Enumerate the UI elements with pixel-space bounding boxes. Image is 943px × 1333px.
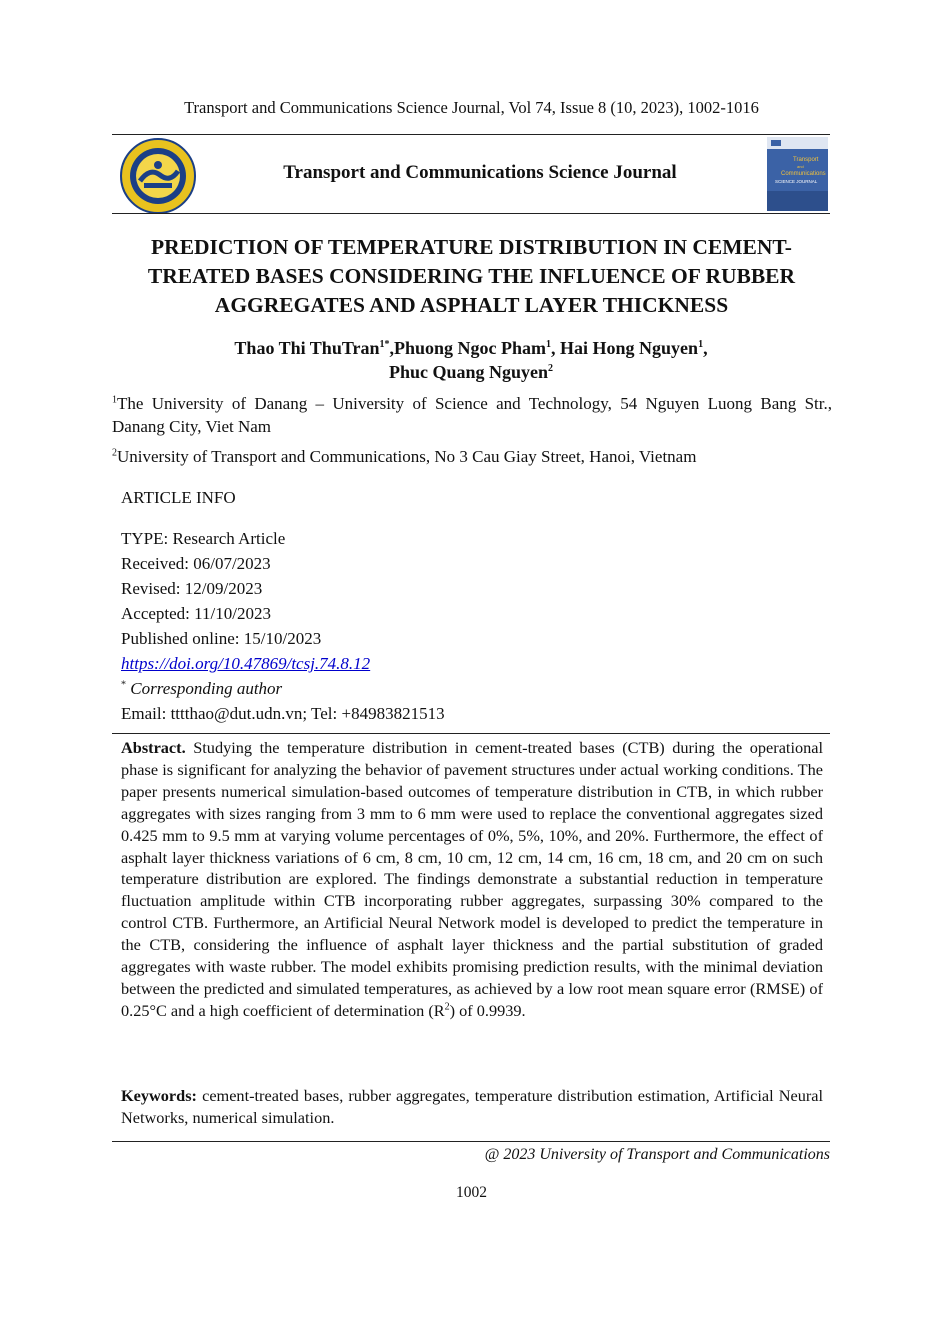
- journal-name: Transport and Communications Science Journal: [283, 162, 677, 183]
- doi-link[interactable]: https://doi.org/10.47869/tcsj.74.8.12: [121, 654, 371, 673]
- authors-line-1: [112, 336, 830, 360]
- copyright: @ 2023 University of Transport and Communications: [484, 1146, 830, 1163]
- corresponding-author: [121, 676, 826, 701]
- abstract-text-end: ) of 0.9939.: [449, 1000, 526, 1020]
- keywords-label: Keywords:: [121, 1086, 197, 1105]
- author-name: Thao Thi ThuTran: [234, 338, 380, 358]
- affiliation-text: The University of Danang – University of Science and Technology, 54 Nguyen Luong Bang Str., Danang City, Viet Nam: [112, 394, 832, 436]
- affiliation-mark: 1: [112, 394, 117, 406]
- author-affiliation-mark: 1*: [379, 339, 390, 350]
- article-info: [121, 485, 826, 726]
- article-title: PREDICTION OF TEMPERATURE DISTRIBUTION IN CEMENT-TREATED BASES CONSIDERING THE INFLUENCE OF RUBBER AGGREGATES AND ASPHALT LAYER THICKNESS: [147, 235, 796, 317]
- cover-word-1: Transport: [793, 157, 819, 163]
- author-affiliation-mark: 2: [548, 363, 554, 374]
- cover-word-2: and: [797, 164, 804, 169]
- header-rule: [112, 134, 830, 135]
- running-head: Transport and Communications Science Journal, Vol 74, Issue 8 (10, 2023), 1002-1016: [184, 98, 759, 117]
- keywords: [121, 1085, 823, 1129]
- affiliation-2: [112, 445, 832, 468]
- abstract-label: Abstract.: [121, 738, 186, 757]
- header-rule-bottom: [112, 213, 830, 214]
- corresponding-mark: *: [121, 679, 126, 691]
- abstract-text: Studying the temperature distribution in cement-treated bases (CTB) during the operational phase is significant for analyzing the behavior of pavement structures under actual working conditions. The paper presents numerical simulation-based outcomes of temperature distribution in CTB, in which rubber aggregates with sizes ranging from 3 mm to 6 mm were used to replace the conventional aggregates sized 0.425 mm to 9.5 mm at varying volume percentages of 0%, 5%, 10%, and 20%. Furthermore, the effect of asphalt layer thickness variations of 6 cm, 8 cm, 10 cm, 12 cm, 14 cm, 16 cm, 18 cm, and 20 cm on such temperature distribution are explored. The findings demonstrate a substantial reduction in temperature fluctuation amplitude within CTB incorporating rubber aggregates, surpassing 30% compared to the control CTB. Furthermore, an Artificial Neural Network model is developed to predict the temperature in the CTB, considering the influence of asphalt layer thickness and the partial substitution of graded aggregates with waste rubber. The model exhibits promising prediction results, with the minimal deviation between the predicted and simulated temperatures, as achieved by a low root mean square error (RMSE) of 0.25°C and a high coefficient of determination (R: [121, 738, 823, 1020]
- journal-cover-image: [767, 137, 828, 211]
- author-separator: ,: [703, 338, 708, 358]
- footer-rule: [112, 1141, 830, 1142]
- published-date: Published online: 15/10/2023: [121, 629, 322, 648]
- abstract-rule-top: [112, 733, 830, 734]
- affiliation-mark: 2: [112, 447, 117, 459]
- page-number: 1002: [456, 1184, 487, 1201]
- author-name: ,Phuong Ngoc Pham: [389, 338, 547, 358]
- cover-word-4: SCIENCE JOURNAL: [775, 179, 818, 184]
- contact-email: Email: tttthao@dut.udn.vn; Tel: +84983821513: [121, 704, 445, 723]
- affiliation-1: [112, 392, 832, 438]
- author-name: , Hai Hong Nguyen: [551, 338, 699, 358]
- article-type: TYPE: Research Article: [121, 529, 286, 548]
- journal-logo: [118, 137, 198, 215]
- author-affiliation-mark: 1: [698, 339, 704, 350]
- corresponding-label: Corresponding author: [130, 679, 283, 698]
- authors-line-2: [112, 360, 830, 384]
- abstract: [121, 737, 823, 1022]
- abstract-superscript: 2: [444, 1001, 450, 1013]
- authors: [112, 336, 830, 384]
- affiliation-text: University of Transport and Communications, No 3 Cau Giay Street, Hanoi, Vietnam: [117, 447, 697, 466]
- author-affiliation-mark: 1: [546, 339, 552, 350]
- accepted-date: Accepted: 11/10/2023: [121, 604, 271, 623]
- cover-word-3: Communications: [781, 171, 826, 177]
- revised-date: Revised: 12/09/2023: [121, 579, 263, 598]
- received-date: Received: 06/07/2023: [121, 554, 271, 573]
- keywords-text: cement-treated bases, rubber aggregates, temperature distribution estimation, Artificial Neural Networks, numerical simulation.: [121, 1086, 824, 1127]
- article-info-heading: ARTICLE INFO: [121, 488, 236, 507]
- author-name: Phuc Quang Nguyen: [388, 362, 549, 382]
